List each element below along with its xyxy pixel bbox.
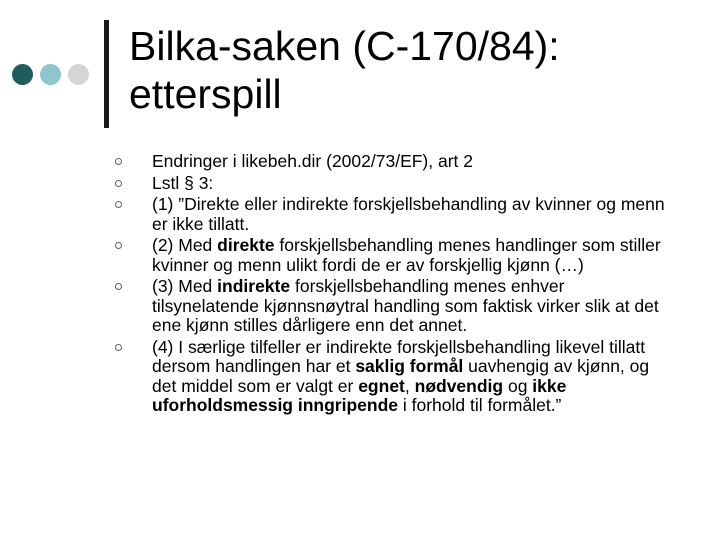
bullet-text: (3) Med bbox=[152, 276, 218, 296]
dot-light-teal bbox=[40, 64, 61, 85]
bullet-text: og bbox=[503, 375, 533, 396]
bullet-text-bold: saklig formål bbox=[355, 356, 464, 376]
bullet-item bbox=[152, 338, 672, 416]
bullet-item bbox=[152, 195, 672, 234]
slide-title: Bilka-saken (C-170/84): etterspill bbox=[129, 23, 560, 117]
bullet-text-bold: direkte bbox=[217, 235, 275, 255]
title-divider bbox=[104, 20, 109, 128]
bullet-text: forskjellsbehandling menes handlinger som stiller kvinner og menn ulikt fordi de er av forskjellig kjønn (…) bbox=[152, 235, 661, 275]
bullet-text-bold: egnet bbox=[358, 375, 405, 396]
bullet-text: (4) I særlige tilfeller er indirekte forskjellsbehandling likevel tillatt dersom handlingen har et bbox=[152, 336, 646, 376]
bullet-circle-icon bbox=[115, 242, 122, 249]
bullet-item bbox=[152, 152, 672, 172]
bullet-text: i forhold til formålet.” bbox=[398, 395, 562, 415]
bullet-circle-icon bbox=[115, 180, 122, 187]
bullet-list bbox=[152, 152, 672, 418]
bullet-text: Endringer i likebeh.dir (2002/73/EF), art 2 bbox=[152, 151, 473, 171]
bullet-text: (1) ”Direkte eller indirekte forskjellsbehandling av kvinner og menn er ikke tillatt. bbox=[152, 194, 665, 234]
bullet-text-bold: nødvendig bbox=[414, 375, 504, 396]
bullet-item bbox=[152, 236, 672, 275]
bullet-text: , bbox=[404, 375, 415, 396]
dot-gray bbox=[68, 64, 89, 85]
decorative-dots bbox=[12, 64, 96, 86]
bullet-text: Lstl § 3: bbox=[152, 172, 214, 193]
bullet-text: uavhengig av kjønn, og det middel som er valgt er bbox=[152, 356, 650, 396]
bullet-circle-icon bbox=[115, 158, 122, 165]
bullet-item bbox=[152, 277, 672, 336]
bullet-text: (2) Med bbox=[152, 235, 218, 255]
dot-dark-teal bbox=[12, 64, 33, 85]
bullet-text: forskjellsbehandling menes enhver tilsynelatende kjønnsnøytral handling som faktisk virker slik at det ene kjønn stilles dårligere enn det annet. bbox=[152, 276, 659, 335]
bullet-item bbox=[152, 174, 672, 194]
bullet-circle-icon bbox=[115, 201, 122, 208]
bullet-text-bold: indirekte bbox=[217, 276, 291, 296]
bullet-text-bold: ikke uforholdsmessig inngripende bbox=[152, 375, 567, 415]
bullet-circle-icon bbox=[115, 344, 122, 351]
bullet-circle-icon bbox=[115, 283, 122, 290]
